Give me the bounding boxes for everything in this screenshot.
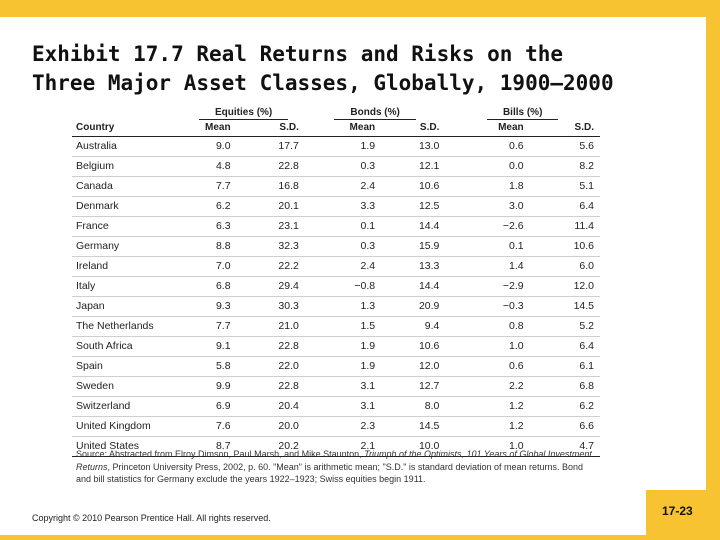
table-row	[72, 417, 600, 437]
returns-risks-table	[72, 106, 600, 457]
cell-country: Italy	[72, 277, 182, 297]
cell-bonds-sd: 13.3	[375, 257, 445, 277]
cell-country: Japan	[72, 297, 182, 317]
cell-bonds-sd: 12.0	[375, 357, 445, 377]
table-row	[72, 397, 600, 417]
table-row	[72, 177, 600, 197]
cell-bills-sd: 12.0	[524, 277, 600, 297]
cell-bills-mean: 0.6	[445, 137, 523, 157]
cell-bonds-sd: 12.5	[375, 197, 445, 217]
table-row	[72, 237, 600, 257]
cell-bills-mean: 0.6	[445, 357, 523, 377]
cell-country: Ireland	[72, 257, 182, 277]
group-header-bonds: Bonds (%)	[305, 106, 446, 120]
cell-equities-mean: 6.8	[182, 277, 230, 297]
page-number: 17-23	[662, 504, 693, 518]
cell-bonds-mean: 2.4	[305, 177, 375, 197]
cell-country: Belgium	[72, 157, 182, 177]
table-body	[72, 137, 600, 457]
cell-country: United Kingdom	[72, 417, 182, 437]
cell-bills-sd: 10.6	[524, 237, 600, 257]
slide-title	[32, 40, 702, 98]
cell-bonds-sd: 12.7	[375, 377, 445, 397]
source-book-title: Triumph of the Optimists, 101 Years of Global Investment Returns	[76, 449, 592, 472]
cell-equities-mean: 9.9	[182, 377, 230, 397]
cell-bills-sd: 4.7	[524, 437, 600, 457]
cell-bonds-sd: 20.9	[375, 297, 445, 317]
cell-bills-mean: 1.0	[445, 337, 523, 357]
top-accent-bar	[0, 0, 720, 17]
cell-bonds-mean: 2.3	[305, 417, 375, 437]
cell-equities-sd: 30.3	[231, 297, 305, 317]
group-header-bills: Bills (%)	[445, 106, 600, 120]
copyright-notice: Copyright © 2010 Pearson Prentice Hall. All rights reserved.	[32, 513, 271, 523]
cell-equities-mean: 7.7	[182, 177, 230, 197]
cell-bills-mean: 1.0	[445, 437, 523, 457]
cell-bonds-sd: 14.4	[375, 217, 445, 237]
cell-equities-sd: 23.1	[231, 217, 305, 237]
table-row	[72, 137, 600, 157]
cell-bills-mean: 1.8	[445, 177, 523, 197]
cell-bonds-mean: 0.1	[305, 217, 375, 237]
cell-equities-sd: 22.2	[231, 257, 305, 277]
cell-equities-sd: 22.8	[231, 157, 305, 177]
cell-bills-sd: 5.6	[524, 137, 600, 157]
cell-bonds-mean: 1.3	[305, 297, 375, 317]
cell-country: The Netherlands	[72, 317, 182, 337]
cell-bills-mean: −0.3	[445, 297, 523, 317]
cell-equities-sd: 20.4	[231, 397, 305, 417]
cell-equities-mean: 9.3	[182, 297, 230, 317]
source-text-end: , Princeton University Press, 2002, p. 60. "Mean" is arithmetic mean; "S.D." is standard deviation of mean returns. Bond and bill statistics for Germany exclude the years 1922–1923; Swiss equities begin 1911.	[76, 461, 584, 484]
group-header-blank	[72, 106, 182, 120]
cell-country: France	[72, 217, 182, 237]
cell-bills-sd: 6.2	[524, 397, 600, 417]
cell-equities-mean: 8.8	[182, 237, 230, 257]
cell-bills-sd: 14.5	[524, 297, 600, 317]
cell-bills-sd: 11.4	[524, 217, 600, 237]
cell-bonds-mean: 3.3	[305, 197, 375, 217]
cell-equities-mean: 5.8	[182, 357, 230, 377]
cell-bills-sd: 6.1	[524, 357, 600, 377]
cell-country: Switzerland	[72, 397, 182, 417]
cell-bonds-mean: 3.1	[305, 377, 375, 397]
cell-bonds-sd: 9.4	[375, 317, 445, 337]
cell-bonds-sd: 14.5	[375, 417, 445, 437]
table-row	[72, 217, 600, 237]
cell-bills-sd: 5.1	[524, 177, 600, 197]
cell-bonds-sd: 10.6	[375, 337, 445, 357]
column-header-row	[72, 120, 600, 137]
cell-equities-sd: 17.7	[231, 137, 305, 157]
cell-equities-sd: 21.0	[231, 317, 305, 337]
cell-bills-mean: −2.6	[445, 217, 523, 237]
cell-bonds-mean: 1.9	[305, 337, 375, 357]
cell-equities-sd: 32.3	[231, 237, 305, 257]
cell-bonds-mean: 0.3	[305, 157, 375, 177]
table-row	[72, 157, 600, 177]
cell-bills-mean: 2.2	[445, 377, 523, 397]
cell-equities-sd: 22.8	[231, 377, 305, 397]
cell-bonds-mean: 1.9	[305, 357, 375, 377]
cell-bonds-sd: 10.0	[375, 437, 445, 457]
cell-country: Spain	[72, 357, 182, 377]
cell-bills-sd: 6.4	[524, 337, 600, 357]
cell-country: United States	[72, 437, 182, 457]
cell-country: Sweden	[72, 377, 182, 397]
table-row	[72, 197, 600, 217]
column-header-equities-mean: Mean	[182, 120, 230, 137]
cell-equities-mean: 7.0	[182, 257, 230, 277]
cell-bills-sd: 6.0	[524, 257, 600, 277]
table-row	[72, 257, 600, 277]
cell-bonds-sd: 14.4	[375, 277, 445, 297]
column-header-bills-mean: Mean	[445, 120, 523, 137]
cell-country: Australia	[72, 137, 182, 157]
cell-equities-mean: 9.0	[182, 137, 230, 157]
cell-bills-sd: 8.2	[524, 157, 600, 177]
cell-country: Germany	[72, 237, 182, 257]
bottom-accent-bar	[0, 535, 720, 540]
cell-country: South Africa	[72, 337, 182, 357]
cell-country: Denmark	[72, 197, 182, 217]
cell-equities-mean: 6.2	[182, 197, 230, 217]
cell-bonds-mean: 2.1	[305, 437, 375, 457]
cell-bills-sd: 6.6	[524, 417, 600, 437]
cell-equities-mean: 7.7	[182, 317, 230, 337]
right-accent-bar	[706, 0, 720, 500]
cell-equities-mean: 6.3	[182, 217, 230, 237]
cell-bonds-mean: 3.1	[305, 397, 375, 417]
cell-bonds-mean: 2.4	[305, 257, 375, 277]
source-text-start: Source: Abstracted from Elroy Dimson, Paul Marsh, and Mike Staunton,	[76, 449, 365, 459]
group-header-equities: Equities (%)	[182, 106, 304, 120]
slide-title-line-2: Three Major Asset Classes, Globally, 1900–2000	[32, 71, 614, 95]
cell-country: Canada	[72, 177, 182, 197]
group-header-row	[72, 106, 600, 120]
cell-bonds-sd: 8.0	[375, 397, 445, 417]
cell-bills-sd: 5.2	[524, 317, 600, 337]
table-row	[72, 297, 600, 317]
cell-bills-mean: 0.8	[445, 317, 523, 337]
cell-bonds-mean: −0.8	[305, 277, 375, 297]
table-row	[72, 357, 600, 377]
cell-equities-sd: 20.1	[231, 197, 305, 217]
table-row	[72, 337, 600, 357]
column-header-country: Country	[72, 120, 182, 137]
cell-bonds-sd: 10.6	[375, 177, 445, 197]
cell-equities-mean: 6.9	[182, 397, 230, 417]
slide-title-line-1: Exhibit 17.7 Real Returns and Risks on the	[32, 42, 564, 66]
source-note	[76, 448, 600, 486]
cell-bills-sd: 6.8	[524, 377, 600, 397]
column-header-bonds-sd: S.D.	[375, 120, 445, 137]
cell-equities-mean: 8.7	[182, 437, 230, 457]
table-row	[72, 317, 600, 337]
cell-bonds-sd: 15.9	[375, 237, 445, 257]
returns-table-container	[72, 106, 600, 457]
cell-bonds-mean: 1.9	[305, 137, 375, 157]
cell-bills-mean: 1.2	[445, 397, 523, 417]
table-row	[72, 377, 600, 397]
cell-equities-mean: 7.6	[182, 417, 230, 437]
table-row	[72, 277, 600, 297]
cell-bonds-sd: 13.0	[375, 137, 445, 157]
cell-bills-mean: 0.1	[445, 237, 523, 257]
cell-equities-mean: 9.1	[182, 337, 230, 357]
column-header-bonds-mean: Mean	[305, 120, 375, 137]
cell-bonds-mean: 0.3	[305, 237, 375, 257]
cell-bonds-sd: 12.1	[375, 157, 445, 177]
cell-equities-sd: 22.8	[231, 337, 305, 357]
cell-bonds-mean: 1.5	[305, 317, 375, 337]
column-header-bills-sd: S.D.	[524, 120, 600, 137]
cell-equities-mean: 4.8	[182, 157, 230, 177]
cell-equities-sd: 20.0	[231, 417, 305, 437]
cell-bills-mean: 1.2	[445, 417, 523, 437]
cell-equities-sd: 29.4	[231, 277, 305, 297]
cell-bills-sd: 6.4	[524, 197, 600, 217]
column-header-equities-sd: S.D.	[231, 120, 305, 137]
cell-equities-sd: 16.8	[231, 177, 305, 197]
cell-bills-mean: 0.0	[445, 157, 523, 177]
cell-bills-mean: 3.0	[445, 197, 523, 217]
cell-bills-mean: 1.4	[445, 257, 523, 277]
cell-equities-sd: 22.0	[231, 357, 305, 377]
cell-equities-sd: 20.2	[231, 437, 305, 457]
cell-bills-mean: −2.9	[445, 277, 523, 297]
